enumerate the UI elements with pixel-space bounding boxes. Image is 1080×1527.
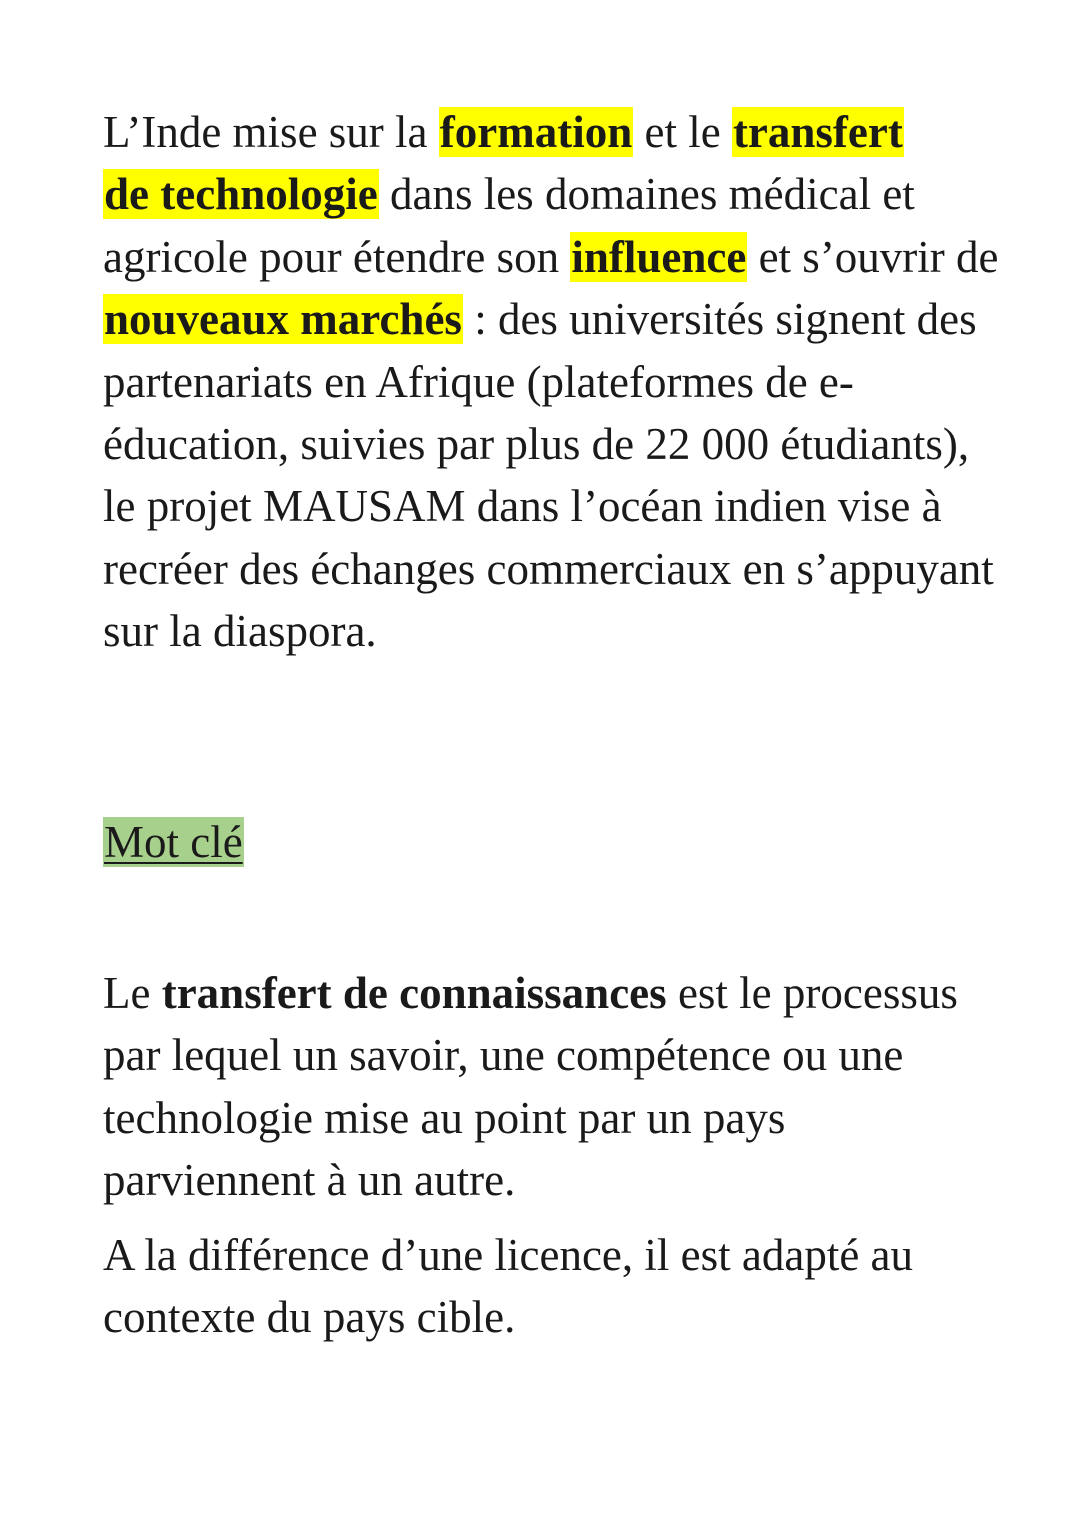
text-segment: et le: [633, 107, 732, 157]
highlight-influence: influence: [571, 231, 747, 282]
text-segment: : des universités signent des partenariats en Afrique (plateformes de e-éducation, suivies par plus de 22 000 étudiants), le projet MAUSAM dans l’océan indien vise à recréer des échanges commerciaux en s’appuyant sur la diaspora.: [103, 294, 994, 657]
text-segment: dans les domaines médical et agricole pour étendre son: [103, 169, 915, 282]
paragraph-licence-difference: A la différence d’une licence, il est adapté au contexte du pays cible.: [103, 1230, 914, 1343]
highlight-formation: formation: [439, 107, 633, 157]
highlight-transfert: transfert: [732, 107, 903, 157]
keyword-heading: [103, 811, 1003, 873]
highlight-nouveaux-marches: nouveaux marchés: [104, 294, 462, 345]
bold-term: transfert de connaissances: [161, 968, 667, 1018]
highlight-de-technologie: de technologie: [104, 169, 378, 220]
keyword-heading-label: Mot clé: [104, 817, 243, 867]
text-segment: et s’ouvrir de: [747, 231, 999, 282]
text-segment: L’Inde mise sur la: [103, 107, 439, 157]
text-segment: Le: [103, 968, 162, 1018]
paragraph-india-influence: [103, 101, 1003, 663]
text-segment: est le processus par lequel un savoir, une compétence ou une technologie mise au point par un pays parviennent à un autre.: [103, 968, 958, 1206]
paragraph-definition: [103, 962, 1003, 1212]
